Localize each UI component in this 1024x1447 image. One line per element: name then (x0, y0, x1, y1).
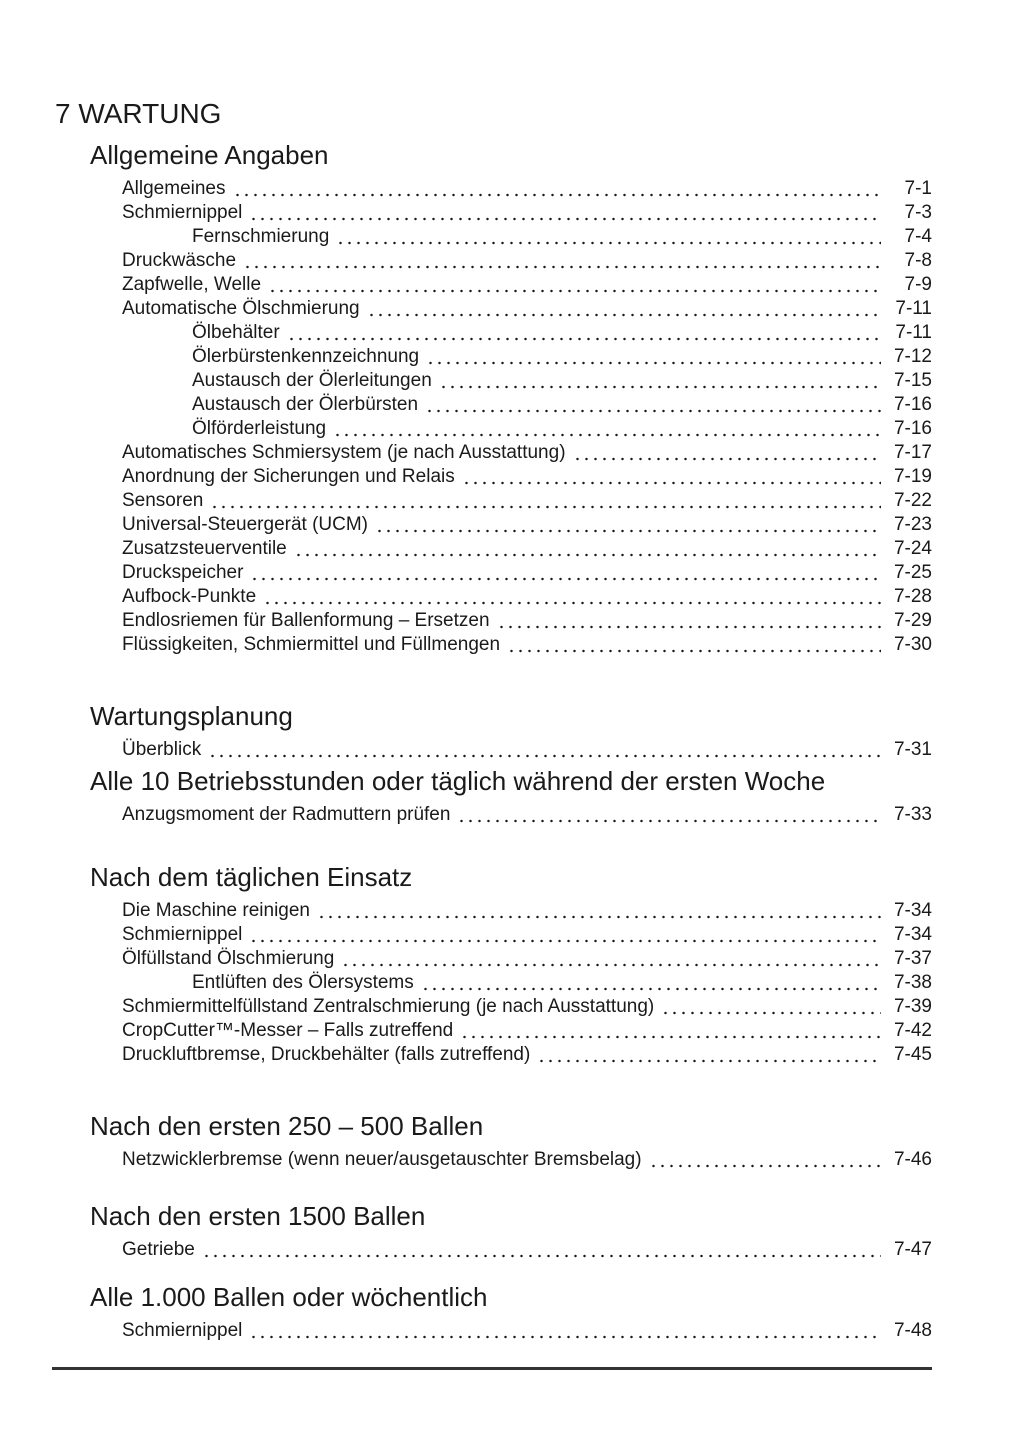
toc-section (55, 1202, 932, 1262)
toc-entry[interactable] (55, 369, 932, 393)
dot-leader (455, 803, 881, 827)
toc-entry-page: 7-24 (893, 538, 932, 559)
toc-entry-label: Ölbehälter (192, 322, 280, 343)
toc-entry-page: 7-19 (893, 466, 932, 487)
toc-entry-label: Druckspeicher (122, 562, 244, 583)
toc-entry-page: 7-9 (904, 274, 932, 295)
toc-entry-label: Fernschmierung (192, 226, 330, 247)
toc-entry-label: Austausch der Ölerleitungen (192, 370, 432, 391)
dot-leader (285, 321, 881, 345)
chapter-title: 7 WARTUNG (55, 98, 222, 129)
toc-entry-page: 7-16 (893, 394, 932, 415)
toc-entry[interactable] (55, 441, 932, 465)
toc-entry-page: 7-48 (893, 1320, 932, 1341)
toc-content (55, 0, 932, 1343)
toc-entry[interactable] (55, 947, 932, 971)
toc-rows (55, 899, 932, 1067)
toc-entry-page: 7-33 (893, 804, 932, 825)
dot-leader (365, 297, 881, 321)
dot-leader (339, 947, 881, 971)
dot-leader (241, 249, 881, 273)
toc-entry-page: 7-15 (893, 370, 932, 391)
dot-leader (659, 995, 881, 1019)
dot-leader (247, 201, 881, 225)
dot-leader (200, 1238, 881, 1262)
dot-leader (495, 609, 881, 633)
toc-entry-page: 7-46 (893, 1149, 932, 1170)
toc-entry[interactable] (55, 321, 932, 345)
toc-entry-page: 7-11 (895, 322, 932, 343)
dot-leader (206, 738, 881, 762)
toc-entry-page: 7-1 (904, 178, 932, 199)
toc-entry[interactable] (55, 393, 932, 417)
toc-entry-label: Überblick (122, 739, 202, 760)
toc-section (55, 767, 932, 827)
toc-entry-label: Sensoren (122, 490, 204, 511)
toc-entry-label: Schmiernippel (122, 924, 243, 945)
section-heading: Alle 10 Betriebsstunden oder täglich während der ersten Woche (90, 766, 826, 796)
toc-rows (55, 1238, 932, 1262)
toc-section (55, 1283, 932, 1343)
toc-entry[interactable] (55, 923, 932, 947)
toc-entry-page: 7-28 (893, 586, 932, 607)
toc-entry-page: 7-39 (893, 996, 932, 1017)
toc-entry-page: 7-12 (893, 346, 932, 367)
toc-entry-label: Schmiernippel (122, 202, 243, 223)
toc-rows (55, 1319, 932, 1343)
toc-rows (55, 1148, 932, 1172)
toc-entry[interactable] (55, 1019, 932, 1043)
toc-entry[interactable] (55, 1043, 932, 1067)
toc-entry-label: Ölfüllstand Ölschmierung (122, 948, 335, 969)
dot-leader (248, 561, 881, 585)
toc-entry[interactable] (55, 1148, 932, 1172)
dot-leader (334, 225, 881, 249)
toc-entry-page: 7-17 (893, 442, 932, 463)
toc-entry[interactable] (55, 489, 932, 513)
toc-entry[interactable] (55, 417, 932, 441)
section-heading: Nach den ersten 1500 Ballen (90, 1201, 426, 1231)
toc-entry-label: Austausch der Ölerbürsten (192, 394, 419, 415)
toc-entry-label: Anordnung der Sicherungen und Relais (122, 466, 455, 487)
toc-entry-page: 7-29 (893, 610, 932, 631)
toc-entry[interactable] (55, 513, 932, 537)
toc-entry-page: 7-34 (893, 900, 932, 921)
section-heading: Alle 1.000 Ballen oder wöchentlich (90, 1282, 488, 1312)
toc-entry-page: 7-38 (893, 972, 932, 993)
dot-leader (535, 1043, 881, 1067)
toc-entry-page: 7-42 (893, 1020, 932, 1041)
toc-entry-label: Allgemeines (122, 178, 226, 199)
dot-leader (247, 923, 881, 947)
dot-leader (331, 417, 881, 441)
toc-entry[interactable] (55, 177, 932, 201)
toc-entry-page: 7-16 (893, 418, 932, 439)
toc-entry-page: 7-25 (893, 562, 932, 583)
toc-entry[interactable] (55, 803, 932, 827)
dot-leader (571, 441, 881, 465)
dot-leader (437, 369, 881, 393)
dot-leader (208, 489, 881, 513)
toc-entry-label: CropCutter™-Messer – Falls zutreffend (122, 1020, 454, 1041)
dot-leader (315, 899, 881, 923)
dot-leader (458, 1019, 881, 1043)
toc-entry-page: 7-8 (904, 250, 932, 271)
dot-leader (460, 465, 881, 489)
toc-entry-label: Automatische Ölschmierung (122, 298, 360, 319)
toc-entry[interactable] (55, 537, 932, 561)
toc-entry-label: Automatisches Schmiersystem (je nach Ausstattung) (122, 442, 566, 463)
dot-leader (292, 537, 881, 561)
toc-entry[interactable] (55, 345, 932, 369)
toc-entry-label: Ölerbürstenkennzeichnung (192, 346, 420, 367)
toc-entry-label: Zusatzsteuerventile (122, 538, 287, 559)
toc-entry[interactable] (55, 899, 932, 923)
toc-entry[interactable] (55, 201, 932, 225)
toc-entry-page: 7-4 (904, 226, 932, 247)
toc-entry[interactable] (55, 995, 932, 1019)
toc-rows (55, 177, 932, 657)
toc-entry-page: 7-37 (893, 948, 932, 969)
dot-leader (647, 1148, 881, 1172)
toc-entry-label: Universal-Steuergerät (UCM) (122, 514, 369, 535)
toc-entry[interactable] (55, 1238, 932, 1262)
section-heading: Wartungsplanung (90, 701, 293, 731)
toc-entry-label: Zapfwelle, Welle (122, 274, 262, 295)
footer-rule (52, 1367, 932, 1370)
toc-entry[interactable] (55, 1319, 932, 1343)
toc-entry[interactable] (55, 633, 932, 657)
toc-entry[interactable] (55, 297, 932, 321)
toc-entry[interactable] (55, 585, 932, 609)
dot-leader (505, 633, 881, 657)
toc-entry-label: Schmiermittelfüllstand Zentralschmierung (je nach Ausstattung) (122, 996, 655, 1017)
toc-entry[interactable] (55, 561, 932, 585)
toc-entry-page: 7-22 (893, 490, 932, 511)
toc-section (55, 863, 932, 1067)
toc-sections (55, 141, 932, 1343)
toc-entry[interactable] (55, 225, 932, 249)
toc-entry-label: Endlosriemen für Ballenformung – Ersetzen (122, 610, 490, 631)
toc-entry-label: Aufbock-Punkte (122, 586, 257, 607)
section-heading: Allgemeine Angaben (90, 140, 329, 170)
toc-section (55, 702, 932, 762)
dot-leader (266, 273, 881, 297)
toc-entry-label: Druckwäsche (122, 250, 237, 271)
section-heading: Nach den ersten 250 – 500 Ballen (90, 1111, 484, 1141)
toc-entry[interactable] (55, 738, 932, 762)
toc-section (55, 141, 932, 657)
toc-entry[interactable] (55, 609, 932, 633)
dot-leader (261, 585, 881, 609)
toc-entry-page: 7-30 (893, 634, 932, 655)
toc-entry[interactable] (55, 249, 932, 273)
toc-entry-label: Die Maschine reinigen (122, 900, 310, 921)
toc-entry[interactable] (55, 971, 932, 995)
toc-entry-page: 7-31 (893, 739, 932, 760)
dot-leader (373, 513, 881, 537)
toc-entry-label: Netzwicklerbremse (wenn neuer/ausgetauschter Bremsbelag) (122, 1149, 642, 1170)
toc-entry-page: 7-11 (895, 298, 932, 319)
toc-entry-label: Entlüften des Ölersystems (192, 972, 414, 993)
toc-entry-label: Druckluftbremse, Druckbehälter (falls zutreffend) (122, 1044, 531, 1065)
toc-entry-label: Anzugsmoment der Radmuttern prüfen (122, 804, 451, 825)
dot-leader (419, 971, 881, 995)
toc-section (55, 1112, 932, 1172)
dot-leader (424, 345, 881, 369)
toc-entry-page: 7-45 (893, 1044, 932, 1065)
toc-entry-label: Flüssigkeiten, Schmiermittel und Füllmengen (122, 634, 501, 655)
toc-entry-label: Ölförderleistung (192, 418, 327, 439)
toc-entry[interactable] (55, 465, 932, 489)
dot-leader (423, 393, 881, 417)
toc-entry-page: 7-3 (904, 202, 932, 223)
toc-entry-page: 7-23 (893, 514, 932, 535)
toc-entry-page: 7-34 (893, 924, 932, 945)
toc-entry[interactable] (55, 273, 932, 297)
dot-leader (247, 1319, 881, 1343)
toc-rows (55, 738, 932, 762)
toc-entry-page: 7-47 (893, 1239, 932, 1260)
section-heading: Nach dem täglichen Einsatz (90, 862, 413, 892)
toc-entry-label: Getriebe (122, 1239, 195, 1260)
toc-entry-label: Schmiernippel (122, 1320, 243, 1341)
toc-rows (55, 803, 932, 827)
dot-leader (231, 177, 882, 201)
